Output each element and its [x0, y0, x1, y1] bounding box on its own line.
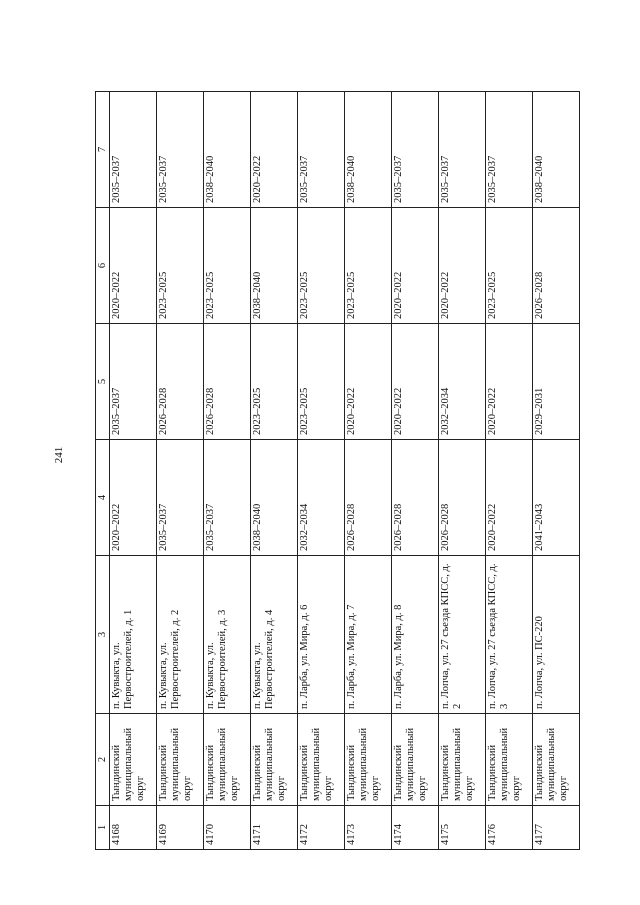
- header-cell: 2: [96, 714, 110, 806]
- period-cell: 2020–2022: [110, 208, 157, 324]
- period-cell: 2023–2025: [345, 208, 392, 324]
- address-cell: п. Лопча, ул. 27 съезда КПСС, д. 3: [486, 556, 533, 714]
- period-cell: 2026–2028: [392, 440, 439, 556]
- address-cell: п. Лопча, ул. ПС-220: [533, 556, 580, 714]
- address-cell: п. Лопча, ул. 27 съезда КПСС, д. 2: [439, 556, 486, 714]
- table-row: [110, 92, 157, 850]
- period-cell: 2026–2028: [204, 324, 251, 440]
- address-cell: п. Кувыкта, ул. Первостроителей, д. 1: [110, 556, 157, 714]
- row-number: 4170: [204, 806, 251, 850]
- rotated-table-container: [95, 92, 580, 850]
- table-row: [533, 92, 580, 850]
- period-cell: 2035–2037: [157, 440, 204, 556]
- period-cell: 2020–2022: [392, 324, 439, 440]
- period-cell: 2038–2040: [251, 208, 298, 324]
- schedule-table: [95, 91, 580, 850]
- row-number: 4176: [486, 806, 533, 850]
- period-cell: 2038–2040: [533, 92, 580, 208]
- table-row: [157, 92, 204, 850]
- period-cell: 2023–2025: [298, 324, 345, 440]
- period-cell: 2035–2037: [392, 92, 439, 208]
- municipality-cell: Тындинский муниципальный округ: [298, 714, 345, 806]
- period-cell: 2026–2028: [345, 440, 392, 556]
- period-cell: 2032–2034: [439, 324, 486, 440]
- header-cell: 5: [96, 324, 110, 440]
- period-cell: 2020–2022: [345, 324, 392, 440]
- row-number: 4171: [251, 806, 298, 850]
- period-cell: 2041–2043: [533, 440, 580, 556]
- table-row: [298, 92, 345, 850]
- period-cell: 2020–2022: [439, 208, 486, 324]
- row-number: 4174: [392, 806, 439, 850]
- row-number: 4169: [157, 806, 204, 850]
- period-cell: 2020–2022: [110, 440, 157, 556]
- period-cell: 2020–2022: [392, 208, 439, 324]
- header-row: [96, 92, 110, 850]
- period-cell: 2035–2037: [439, 92, 486, 208]
- period-cell: 2035–2037: [486, 92, 533, 208]
- header-cell: 4: [96, 440, 110, 556]
- period-cell: 2038–2040: [345, 92, 392, 208]
- municipality-cell: Тындинский муниципальный округ: [157, 714, 204, 806]
- header-cell: 7: [96, 92, 110, 208]
- municipality-cell: Тындинский муниципальный округ: [110, 714, 157, 806]
- period-cell: 2023–2025: [486, 208, 533, 324]
- row-number: 4173: [345, 806, 392, 850]
- period-cell: 2023–2025: [204, 208, 251, 324]
- municipality-cell: Тындинский муниципальный округ: [345, 714, 392, 806]
- period-cell: 2035–2037: [110, 324, 157, 440]
- table-row: [204, 92, 251, 850]
- address-cell: п. Ларба, ул. Мира, д. 8: [392, 556, 439, 714]
- row-number: 4175: [439, 806, 486, 850]
- table-row: [251, 92, 298, 850]
- period-cell: 2029–2031: [533, 324, 580, 440]
- period-cell: 2020–2022: [251, 92, 298, 208]
- address-cell: п. Кувыкта, ул. Первостроителей, д. 2: [157, 556, 204, 714]
- row-number: 4172: [298, 806, 345, 850]
- address-cell: п. Кувыкта, ул. Первостроителей, д. 4: [251, 556, 298, 714]
- page-number: 241: [53, 446, 65, 464]
- municipality-cell: Тындинский муниципальный округ: [204, 714, 251, 806]
- address-cell: п. Ларба, ул. Мира, д. 6: [298, 556, 345, 714]
- header-cell: 6: [96, 208, 110, 324]
- address-cell: п. Ларба, ул. Мира, д. 7: [345, 556, 392, 714]
- municipality-cell: Тындинский муниципальный округ: [533, 714, 580, 806]
- address-cell: п. Кувыкта, ул. Первостроителей, д. 3: [204, 556, 251, 714]
- table-row: [392, 92, 439, 850]
- period-cell: 2026–2028: [157, 324, 204, 440]
- period-cell: 2020–2022: [486, 324, 533, 440]
- municipality-cell: Тындинский муниципальный округ: [486, 714, 533, 806]
- header-cell: 3: [96, 556, 110, 714]
- period-cell: 2032–2034: [298, 440, 345, 556]
- period-cell: 2023–2025: [298, 208, 345, 324]
- municipality-cell: Тындинский муниципальный округ: [439, 714, 486, 806]
- period-cell: 2035–2037: [157, 92, 204, 208]
- period-cell: 2035–2037: [204, 440, 251, 556]
- table-row: [345, 92, 392, 850]
- header-cell: 1: [96, 806, 110, 850]
- period-cell: 2035–2037: [110, 92, 157, 208]
- period-cell: 2023–2025: [157, 208, 204, 324]
- period-cell: 2038–2040: [204, 92, 251, 208]
- period-cell: 2023–2025: [251, 324, 298, 440]
- row-number: 4177: [533, 806, 580, 850]
- table-row: [486, 92, 533, 850]
- period-cell: 2035–2037: [298, 92, 345, 208]
- period-cell: 2026–2028: [533, 208, 580, 324]
- period-cell: 2026–2028: [439, 440, 486, 556]
- row-number: 4168: [110, 806, 157, 850]
- municipality-cell: Тындинский муниципальный округ: [251, 714, 298, 806]
- period-cell: 2020–2022: [486, 440, 533, 556]
- page-number-wrap: [52, 448, 66, 462]
- municipality-cell: Тындинский муниципальный округ: [392, 714, 439, 806]
- table-row: [439, 92, 486, 850]
- period-cell: 2038–2040: [251, 440, 298, 556]
